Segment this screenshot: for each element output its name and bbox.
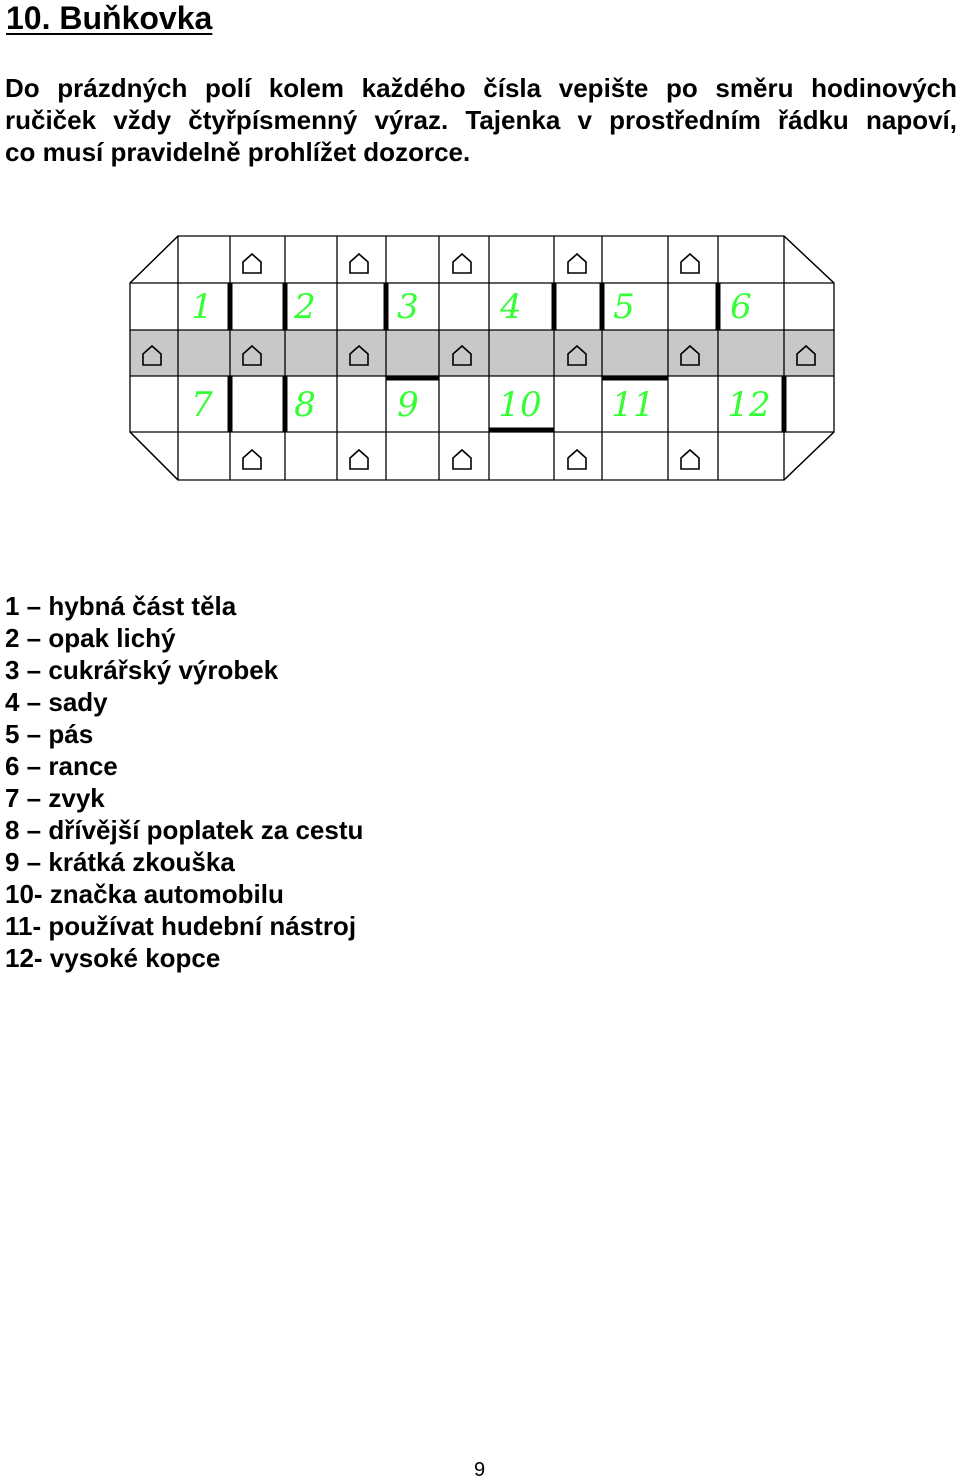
instructions-line: Do prázdných polí kolem každého čísla vepište po směru hodinových <box>5 73 957 103</box>
clue-item: 5 – pás <box>5 719 94 749</box>
house-outline-icon <box>568 254 586 273</box>
house-outline-icon <box>243 450 261 469</box>
instructions-line: co musí pravidelně prohlížet dozorce. <box>5 137 471 167</box>
page-title: 10. Buňkovka <box>6 0 213 36</box>
clue-item: 9 – krátká zkouška <box>5 847 235 877</box>
clue-number-9: 9 <box>397 385 419 425</box>
house-outline-icon <box>568 450 586 469</box>
house-icons-top-row <box>243 254 699 273</box>
clue-item: 3 – cukrářský výrobek <box>5 655 279 685</box>
clue-number-8: 8 <box>294 385 316 425</box>
solution-row-highlight <box>130 330 834 376</box>
house-outline-icon <box>681 450 699 469</box>
clue-number-6: 6 <box>730 287 752 327</box>
house-outline-icon <box>243 254 261 273</box>
clue-number-3: 3 <box>397 287 419 327</box>
clue-number-11: 11 <box>611 385 655 425</box>
clue-number-2: 2 <box>294 287 316 327</box>
house-outline-icon <box>453 450 471 469</box>
house-outline-icon <box>453 254 471 273</box>
house-icons-bottom-row <box>243 450 699 469</box>
clue-number-1: 1 <box>191 287 213 327</box>
clue-number-4: 4 <box>500 287 522 327</box>
clue-item: 6 – rance <box>5 751 118 781</box>
clue-item: 7 – zvyk <box>5 783 105 813</box>
house-outline-icon <box>350 254 368 273</box>
puzzle-grid <box>0 0 960 500</box>
bottom-clue-numbers <box>191 385 770 425</box>
clue-item: 11- používat hudební nástroj <box>5 911 357 941</box>
house-outline-icon <box>681 254 699 273</box>
clue-number-7: 7 <box>191 385 213 425</box>
clue-item: 1 – hybná část těla <box>5 591 237 621</box>
clue-number-5: 5 <box>613 287 635 327</box>
clue-list <box>5 590 363 974</box>
page-number: 9 <box>474 1459 486 1481</box>
clue-item: 8 – dřívější poplatek za cestu <box>5 815 364 845</box>
clue-item: 4 – sady <box>5 687 108 717</box>
clue-number-10: 10 <box>498 385 542 425</box>
clue-item: 10- značka automobilu <box>5 879 284 909</box>
clue-item: 2 – opak lichý <box>5 623 176 653</box>
clue-number-12: 12 <box>727 385 771 425</box>
grid-vertical-lines-bottom <box>178 376 784 480</box>
clue-item: 12- vysoké kopce <box>5 943 221 973</box>
house-outline-icon <box>350 450 368 469</box>
instructions-line: ručiček vždy čtyřpísmenný výraz. Tajenka v prostředním řádku napoví, <box>5 105 957 135</box>
puzzle-grid-svg <box>0 0 960 500</box>
